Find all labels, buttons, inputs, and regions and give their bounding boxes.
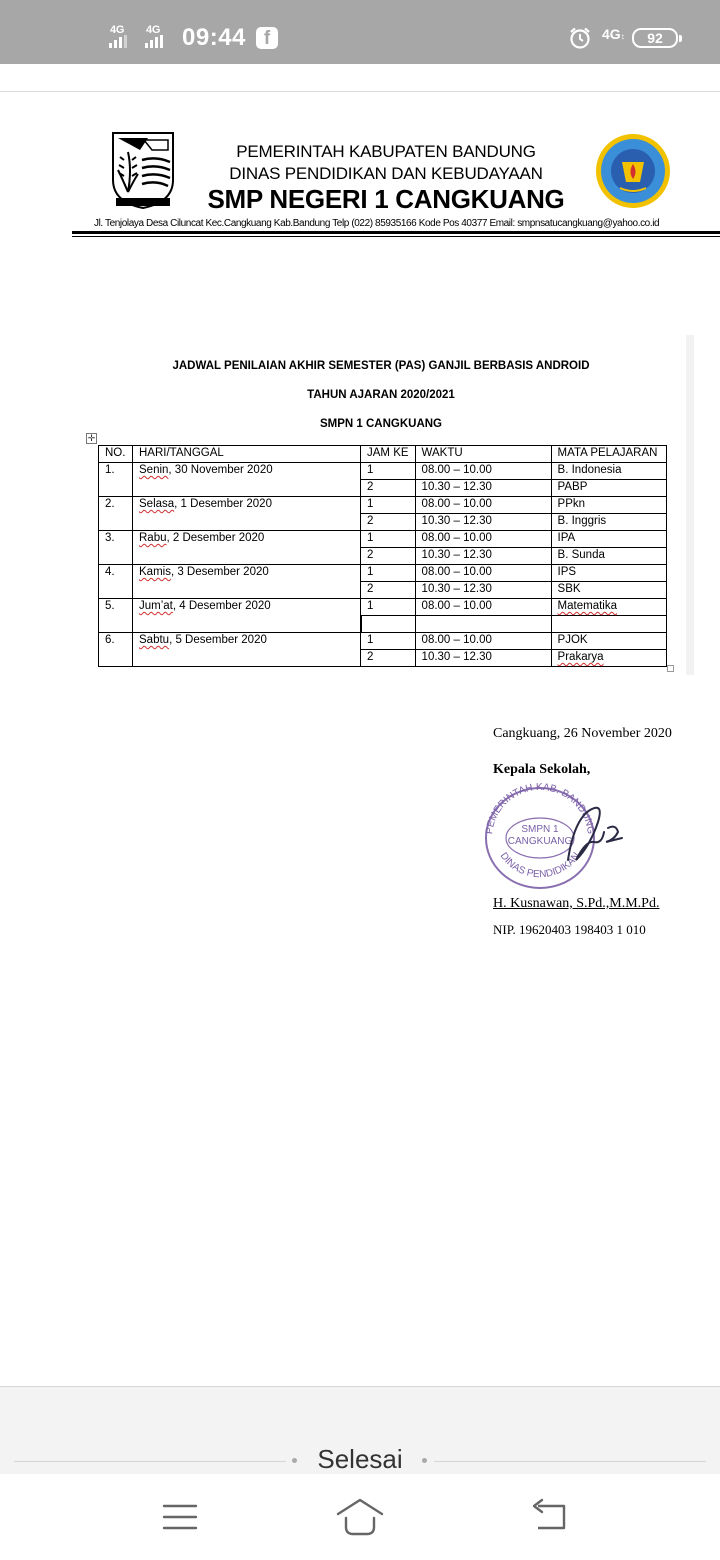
document-title: JADWAL PENILAIAN AKHIR SEMESTER (PAS) GANJIL BERBASIS ANDROID	[172, 360, 590, 372]
signature-name: H. Kusnawan, S.Pd.,M.M.Pd.	[493, 896, 660, 911]
slot-subject: PJOK	[551, 633, 666, 650]
letterhead-line2: DINAS PENDIDIKAN DAN KEBUDAYAAN	[229, 164, 543, 183]
slot-time: 08.00 – 10.00	[415, 633, 551, 650]
battery-icon	[632, 28, 678, 48]
slot-subject: B. Inggris	[551, 514, 666, 531]
slot-jam[interactable]	[361, 616, 416, 633]
slot-subject: IPA	[551, 531, 666, 548]
table-header-row	[99, 446, 667, 463]
signature-nip: NIP. 19620403 198403 1 010	[493, 922, 646, 937]
slot-time: 08.00 – 10.00	[415, 463, 551, 480]
letterhead-rule	[72, 231, 720, 234]
row-day: Selasa, 1 Desember 2020	[133, 497, 361, 531]
row-day: Rabu, 2 Desember 2020	[133, 531, 361, 565]
page-shadow	[686, 335, 694, 675]
header-day: HARI/TANGGAL	[133, 446, 361, 463]
slot-subject: B. Sunda	[551, 548, 666, 565]
sim2-network: 4G	[146, 24, 161, 36]
row-no: 4.	[99, 565, 133, 599]
document-year: TAHUN AJARAN 2020/2021	[307, 389, 455, 401]
home-icon[interactable]	[330, 1494, 390, 1540]
done-dot-right	[422, 1458, 427, 1463]
table-row	[99, 633, 667, 650]
slot-time: 10.30 – 12.30	[415, 548, 551, 565]
row-no: 1.	[99, 463, 133, 497]
slot-subject: PPkn	[551, 497, 666, 514]
slot-jam: 1	[361, 565, 416, 582]
status-time: 09:44	[182, 24, 246, 51]
row-no: 2.	[99, 497, 133, 531]
slot-time	[415, 616, 551, 633]
slot-jam: 2	[361, 548, 416, 565]
row-day: Senin, 30 November 2020	[133, 463, 361, 497]
done-divider-left	[14, 1461, 286, 1462]
signal-sim1-icon	[108, 24, 134, 48]
slot-jam: 2	[361, 514, 416, 531]
facebook-icon: f	[256, 27, 278, 49]
stamp-center-2: CANGKUANG	[507, 836, 573, 847]
header-time: WAKTU	[415, 446, 551, 463]
letterhead-line1: PEMERINTAH KABUPATEN BANDUNG	[236, 142, 536, 161]
letterhead-school: SMP NEGERI 1 CANGKUANG	[207, 184, 565, 214]
letterhead-address: Jl. Tenjolaya Desa Ciluncat Kec.Cangkuang Kab.Bandung Telp (022) 85935166 Kode Pos 40377 Email: smpnsatucangkuang@yahoo.co.id	[94, 218, 660, 229]
battery-level: 92	[647, 30, 663, 46]
table-move-handle-icon[interactable]: ✛	[87, 433, 96, 443]
table-row	[99, 463, 667, 480]
signature-role: Kepala Sekolah,	[493, 762, 591, 777]
back-icon[interactable]	[520, 1494, 580, 1540]
header-no: NO.	[99, 446, 133, 463]
slot-jam: 1	[361, 497, 416, 514]
slot-time: 08.00 – 10.00	[415, 599, 551, 616]
stamp-center-1: SMPN 1	[521, 824, 559, 835]
stamp-top-text: PEMERINTAH KAB. BANDUNG	[484, 781, 596, 835]
table-row	[99, 599, 667, 616]
signature-place-date: Cangkuang, 26 November 2020	[493, 726, 672, 741]
schedule-table	[98, 445, 667, 667]
table-resize-handle[interactable]	[667, 665, 674, 672]
slot-jam: 2	[361, 480, 416, 497]
table-row	[99, 531, 667, 548]
slot-jam: 2	[361, 582, 416, 599]
slot-time: 08.00 – 10.00	[415, 565, 551, 582]
slot-jam: 2	[361, 650, 416, 667]
sim1-network: 4G	[110, 24, 125, 36]
slot-time: 10.30 – 12.30	[415, 514, 551, 531]
school-logo	[594, 132, 672, 210]
school-stamp-icon	[478, 780, 662, 890]
data-network-icon: 4G↕	[602, 26, 625, 42]
row-day: Kamis, 3 Desember 2020	[133, 565, 361, 599]
row-no: 5.	[99, 599, 133, 633]
done-divider-right	[434, 1461, 706, 1462]
menu-icon[interactable]	[150, 1494, 210, 1540]
page-edge	[0, 91, 720, 92]
slot-time: 08.00 – 10.00	[415, 497, 551, 514]
slot-subject: B. Indonesia	[551, 463, 666, 480]
header-subject: MATA PELAJARAN	[551, 446, 666, 463]
table-row	[99, 565, 667, 582]
slot-jam: 1	[361, 633, 416, 650]
slot-subject: PABP	[551, 480, 666, 497]
data-network-label: 4G	[602, 26, 621, 42]
slot-jam: 1	[361, 599, 416, 616]
row-no: 3.	[99, 531, 133, 565]
slot-time: 10.30 – 12.30	[415, 480, 551, 497]
row-day: Sabtu, 5 Desember 2020	[133, 633, 361, 667]
alarm-icon	[568, 26, 592, 50]
table-row	[99, 497, 667, 514]
letterhead-rule-thin	[72, 236, 720, 237]
slot-time: 08.00 – 10.00	[415, 531, 551, 548]
done-label: Selesai	[317, 1444, 403, 1474]
slot-time: 10.30 – 12.30	[415, 582, 551, 599]
slot-subject: SBK	[551, 582, 666, 599]
navigation-bar	[0, 1474, 720, 1560]
document-school: SMPN 1 CANGKUANG	[319, 418, 443, 430]
slot-subject: Prakarya	[551, 650, 666, 667]
row-day: Jum’at, 4 Desember 2020	[133, 599, 361, 633]
slot-jam: 1	[361, 531, 416, 548]
slot-subject: Matematika	[551, 599, 666, 616]
slot-subject: IPS	[551, 565, 666, 582]
header-jam: JAM KE	[361, 446, 416, 463]
slot-jam: 1	[361, 463, 416, 480]
stamp-bottom-text: DINAS PENDIDIKAN	[497, 850, 583, 881]
status-bar	[0, 0, 720, 64]
slot-time: 10.30 – 12.30	[415, 650, 551, 667]
row-no: 6.	[99, 633, 133, 667]
slot-subject	[551, 616, 666, 633]
signal-sim2-icon	[144, 24, 170, 48]
